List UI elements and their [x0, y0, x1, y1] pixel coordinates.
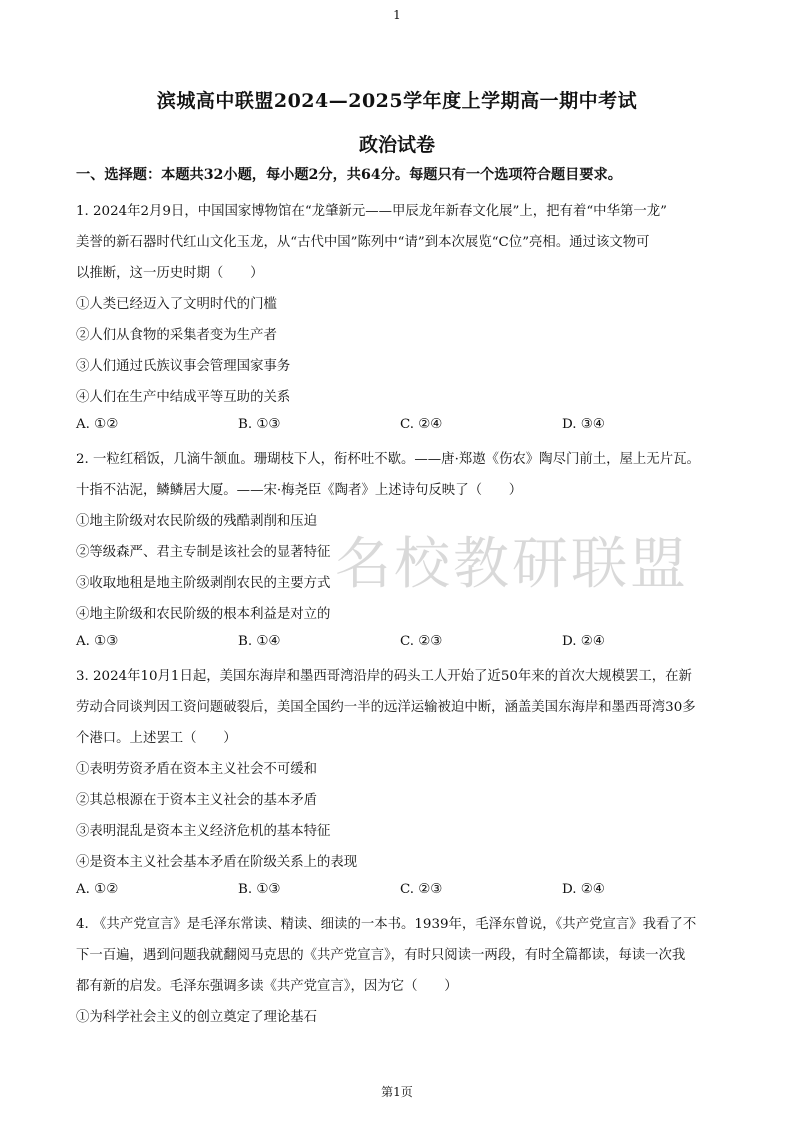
question-3-line: 个港口。上述罢工（ ）	[76, 731, 237, 746]
header-page-number: 1	[393, 8, 401, 22]
question-1-option-b: B. ①③	[238, 417, 281, 432]
question-3-option-d: D. ②④	[562, 882, 605, 897]
question-1-line: 美誉的新石器时代红山文化玉龙，从“古代中国”陈列中“请”到本次展览“C位”亮相。通过该文物可	[76, 235, 650, 250]
question-1-option-a: A. ①②	[76, 417, 119, 432]
question-3-item: ④是资本主义社会基本矛盾在阶级关系上的表现	[76, 855, 358, 870]
question-4-item: ①为科学社会主义的创立奠定了理论基石	[76, 1010, 318, 1025]
question-2-item: ②等级森严、君主专制是该社会的显著特征	[76, 545, 331, 560]
question-3-line: 劳动合同谈判因工资问题破裂后，美国全国约一半的远洋运输被迫中断，涵盖美国东海岸和墨西哥湾30多	[76, 700, 696, 715]
question-1-item: ①人类已经迈入了文明时代的门槛	[76, 297, 277, 312]
question-2-option-b: B. ①④	[238, 634, 281, 649]
question-2-option-c: C. ②③	[400, 634, 443, 649]
question-3-item: ②其总根源在于资本主义社会的基本矛盾	[76, 793, 318, 808]
question-1-line: 以推断，这一历史时期（ ）	[76, 266, 264, 281]
question-2-option-a: A. ①③	[76, 634, 119, 649]
question-1-item: ④人们在生产中结成平等互助的关系	[76, 390, 291, 405]
question-1-option-d: D. ③④	[562, 417, 605, 432]
question-3-item: ③表明混乱是资本主义经济危机的基本特征	[76, 824, 331, 839]
question-4-line: 4. 《共产党宣言》是毛泽东常读、精读、细读的一本书。1939年，毛泽东曾说，《共产党宣言》我看了不	[76, 917, 697, 932]
question-1-item: ②人们从食物的采集者变为生产者	[76, 328, 277, 343]
footer-page-label: 第1页	[381, 1085, 413, 1099]
section-heading: 一、选择题：本题共32小题，每小题2分，共64分。每题只有一个选项符合题目要求。	[76, 167, 622, 183]
exam-subtitle: 政治试卷	[358, 134, 435, 156]
question-2-item: ①地主阶级对农民阶级的残酷剥削和压迫	[76, 514, 318, 529]
question-4-line: 下一百遍，遇到问题我就翻阅马克思的《共产党宣言》，有时只阅读一两段，有时全篇都读，每读一次我	[76, 948, 686, 963]
question-2-line: 十指不沾泥，鳞鳞居大厦。——宋·梅尧臣《陶者》上述诗句反映了（ ）	[76, 483, 523, 498]
question-4-line: 都有新的启发。毛泽东强调多读《共产党宣言》，因为它（ ）	[76, 979, 458, 994]
question-1-option-c: C. ②④	[400, 417, 443, 432]
question-2-item: ④地主阶级和农民阶级的根本利益是对立的	[76, 607, 331, 622]
question-3-option-c: C. ②③	[400, 882, 443, 897]
question-1-item: ③人们通过氏族议事会管理国家事务	[76, 359, 291, 374]
question-2-item: ③收取地租是地主阶级剥削农民的主要方式	[76, 576, 331, 591]
exam-title: 滨城高中联盟2024—2025学年度上学期高一期中考试	[156, 90, 638, 112]
question-1-line: 1. 2024年2月9日，中国国家博物馆在“龙肇新元——甲辰龙年新春文化展”上，把有着“中华第一龙”	[76, 204, 667, 219]
question-3-line: 3. 2024年10月1日起，美国东海岸和墨西哥湾沿岸的码头工人开始了近50年来的首次大规模罢工，在新	[76, 669, 692, 684]
question-2-option-d: D. ②④	[562, 634, 605, 649]
question-3-option-a: A. ①②	[76, 882, 119, 897]
question-3-option-b: B. ①③	[238, 882, 281, 897]
watermark-text: 名校教研联盟	[335, 532, 689, 597]
question-3-item: ①表明劳资矛盾在资本主义社会不可缓和	[76, 762, 318, 777]
question-2-line: 2. 一粒红稻饭，几滴牛颔血。珊瑚枝下人，衔杯吐不歇。——唐·郑遨《伤农》陶尽门前土，屋上无片瓦。	[76, 452, 700, 467]
